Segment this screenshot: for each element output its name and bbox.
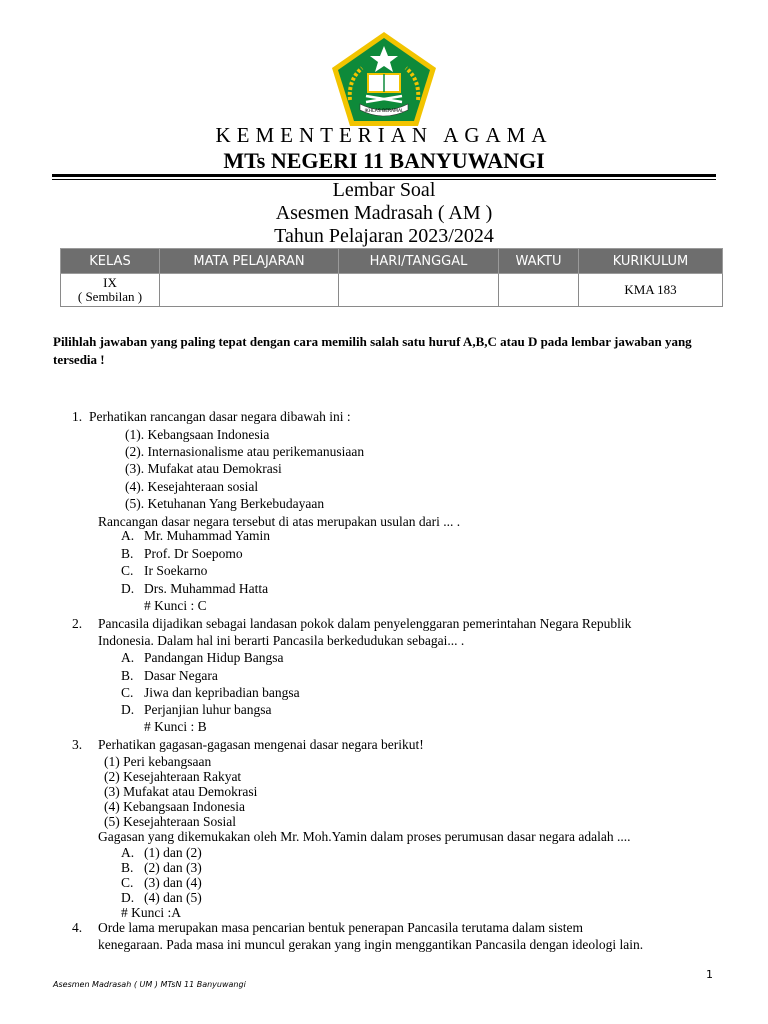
option-text: (1) dan (2) — [144, 845, 202, 860]
option-text: Pandangan Hidup Bangsa — [144, 650, 284, 665]
list-item: (3) Mufakat atau Demokrasi — [104, 784, 258, 799]
question-number: 4. — [72, 920, 83, 935]
option-letter: D. — [121, 581, 135, 596]
answer-key: # Kunci :A — [121, 905, 181, 920]
page-footer: Asesmen Madrasah ( UM ) MTsN 11 Banyuwangi — [53, 980, 246, 989]
school-year: Tahun Pelajaran 2023/2024 — [274, 225, 494, 247]
document-type: Lembar Soal — [332, 179, 436, 201]
option-text: Perjanjian luhur bangsa — [144, 702, 272, 717]
header-rule-thick — [52, 174, 716, 177]
option-letter: D. — [121, 702, 135, 717]
table-row — [61, 274, 723, 307]
ministry-name: KEMENTERIAN AGAMA — [215, 123, 553, 147]
option-letter: B. — [121, 668, 134, 683]
option-letter: A. — [121, 845, 135, 860]
cell-kurikulum: KMA 183 — [579, 274, 723, 307]
question-stem: Orde lama merupakan masa pencarian bentuk penerapan Pancasila terutama dalam sistem — [98, 920, 584, 935]
list-item: (1). Kebangsaan Indonesia — [125, 427, 270, 442]
option-text: Dasar Negara — [144, 668, 218, 683]
list-item: (2) Kesejahteraan Rakyat — [104, 769, 242, 784]
option-letter: C. — [121, 875, 134, 890]
table-header-row — [61, 249, 723, 274]
school-name: MTs NEGERI 11 BANYUWANGI — [223, 148, 545, 173]
question-number: 2. — [72, 616, 83, 631]
option-text: (4) dan (5) — [144, 890, 202, 905]
answer-key: # Kunci : B — [144, 719, 207, 734]
list-item: (1) Peri kebangsaan — [104, 754, 212, 769]
cell-kelas — [61, 274, 160, 307]
option-text: (3) dan (4) — [144, 875, 202, 890]
question-follow-up: Gagasan yang dikemukakan oleh Mr. Moh.Yamin dalam proses perumusan dasar negara adalah .... — [98, 829, 631, 844]
option-letter: C. — [121, 685, 134, 700]
header-hari-tanggal: HARI/TANGGAL — [339, 249, 499, 274]
assessment-title: Asesmen Madrasah ( AM ) — [275, 202, 493, 224]
option-letter: B. — [121, 860, 134, 875]
option-text: Prof. Dr Soepomo — [144, 546, 243, 561]
exam-info-table — [60, 248, 723, 307]
header-kelas: KELAS — [61, 249, 160, 274]
question-number: 1. — [72, 409, 83, 424]
cell-hari-tanggal — [339, 274, 499, 307]
instruction-text: Pilihlah jawaban yang paling tepat dengan cara memilih salah satu huruf A,B,C atau D pada lembar jawaban yang tersedia ! — [53, 334, 692, 367]
option-letter: A. — [121, 528, 135, 543]
cell-mata-pelajaran — [160, 274, 339, 307]
header-kurikulum: KURIKULUM — [579, 249, 723, 274]
option-text: (2) dan (3) — [144, 860, 202, 875]
option-letter: A. — [121, 650, 135, 665]
answer-key: # Kunci : C — [144, 598, 207, 613]
kelas-value: IX — [103, 275, 117, 290]
kelas-value-word: ( Sembilan ) — [77, 289, 143, 304]
list-item: (5). Ketuhanan Yang Berkebudayaan — [125, 496, 325, 511]
option-letter: B. — [121, 546, 134, 561]
svg-text:IKHLAS BERAMAL: IKHLAS BERAMAL — [364, 109, 404, 114]
option-text: Ir Soekarno — [144, 563, 208, 578]
question-stem-cont: kenegaraan. Pada masa ini muncul gerakan yang ingin menggantikan Pancasila dengan ideologi lain. — [98, 937, 644, 952]
cell-waktu — [499, 274, 579, 307]
option-text: Mr. Muhammad Yamin — [144, 528, 271, 543]
option-text: Jiwa dan kepribadian bangsa — [144, 685, 300, 700]
header-waktu: WAKTU — [499, 249, 579, 274]
option-text: Drs. Muhammad Hatta — [144, 581, 269, 596]
question-follow-up: Rancangan dasar negara tersebut di atas merupakan usulan dari ... . — [98, 514, 461, 529]
option-letter: D. — [121, 890, 135, 905]
list-item: (2). Internasionalisme atau perikemanusiaan — [125, 444, 365, 459]
question-stem-cont: Indonesia. Dalam hal ini berarti Pancasila berkedudukan sebagai... . — [98, 633, 465, 648]
question-stem: Perhatikan gagasan-gagasan mengenai dasar negara berikut! — [98, 737, 424, 752]
list-item: (5) Kesejahteraan Sosial — [104, 814, 236, 829]
option-letter: C. — [121, 563, 134, 578]
ministry-emblem-logo — [328, 30, 440, 130]
question-stem: Perhatikan rancangan dasar negara dibawah ini : — [89, 409, 351, 424]
list-item: (4) Kebangsaan Indonesia — [104, 799, 245, 814]
list-item: (3). Mufakat atau Demokrasi — [125, 461, 282, 476]
question-stem: Pancasila dijadikan sebagai landasan pokok dalam penyelenggaran pemerintahan Negara Republik — [98, 616, 632, 631]
header-mata-pelajaran: MATA PELAJARAN — [160, 249, 339, 274]
question-number: 3. — [72, 737, 83, 752]
page-number: 1 — [706, 968, 713, 981]
list-item: (4). Kesejahteraan sosial — [125, 479, 259, 494]
